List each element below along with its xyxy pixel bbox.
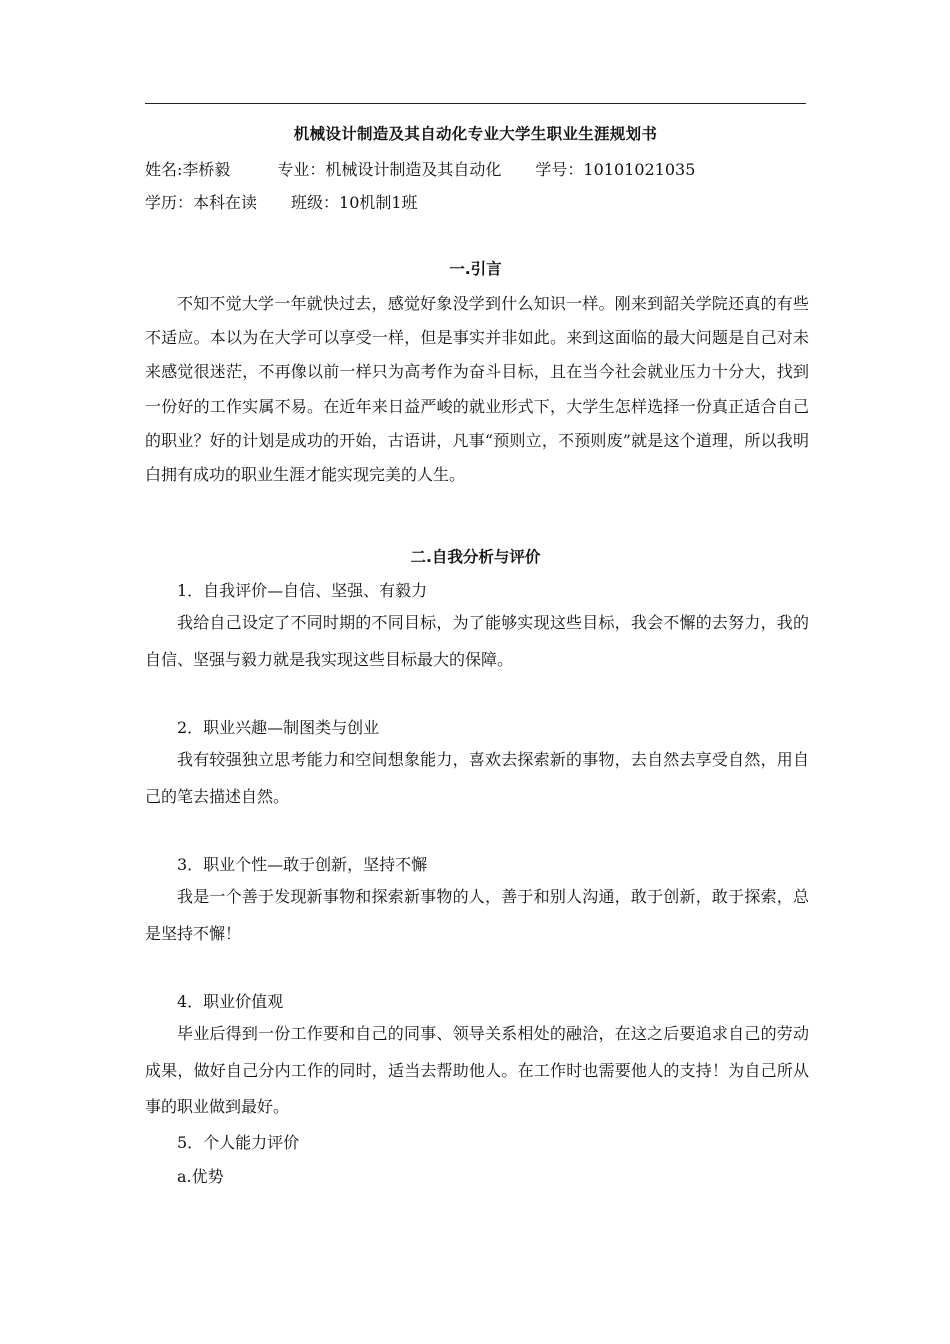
item-3-title: 3．职业个性—敢于创新，坚持不懈 (177, 855, 428, 874)
intro-paragraph: 不知不觉大学一年就快过去，感觉好象没学到什么知识一样。刚来到韶关学院还真的有些不适应。本以为在大学可以享受一样，但是事实并非如此。来到这面临的最大问题是自己对未来感觉很迷茫，不再像以前一样只为高考作为奋斗目标，且在当今社会就业压力十分大，找到一份好的工作实属不易。在近年来日益严峻的就业形式下，大学生怎样选择一份真正适合自己的职业？好的计划是成功的开始，古语讲，凡事“预则立，不预则废”就是这个道理，所以我明白拥有成功的职业生涯才能实现完美的人生。 (145, 294, 809, 485)
item-1-title: 1．自我评价—自信、坚强、有毅力 (177, 581, 428, 600)
name-field: 姓名:李桥毅 (145, 160, 231, 179)
section-2-heading: 二.自我分析与评价 (410, 548, 541, 566)
item-1-text: 我给自己设定了不同时期的不同目标，为了能够实现这些目标，我会不懈的去努力，我的自信、坚强与毅力就是我实现这些目标最大的保障。 (145, 613, 809, 669)
class-field: 班级：10机制1班 (291, 193, 418, 212)
item-5-title: 5．个人能力评价 (177, 1133, 300, 1152)
header-rule (145, 103, 806, 104)
info-row-1 (145, 162, 695, 178)
major-field: 专业：机械设计制造及其自动化 (277, 160, 502, 179)
education-field: 学历：本科在读 (145, 193, 258, 212)
item-3-text: 我是一个善于发现新事物和探索新事物的人，善于和别人沟通，敢于创新，敢于探索，总是坚持不懈！ (145, 887, 809, 943)
info-row-2 (145, 195, 418, 211)
item-2-title: 2．职业兴趣—制图类与创业 (177, 718, 380, 737)
item-4-text: 毕业后得到一份工作要和自己的同事、领导关系相处的融洽，在这之后要追求自己的劳动成果，做好自己分内工作的同时，适当去帮助他人。在工作时也需要他人的支持！为自己所从事的职业做到最好。 (145, 1024, 809, 1116)
item-4-title: 4．职业价值观 (177, 992, 284, 1011)
item-5a-title: a.优势 (177, 1167, 224, 1186)
student-id-field: 学号：10101021035 (535, 160, 696, 179)
section-1-heading: 一.引言 (449, 260, 502, 278)
document-title: 机械设计制造及其自动化专业大学生职业生涯规划书 (293, 125, 658, 143)
item-2-text: 我有较强独立思考能力和空间想象能力，喜欢去探索新的事物，去自然去享受自然，用自己的笔去描述自然。 (145, 750, 809, 806)
